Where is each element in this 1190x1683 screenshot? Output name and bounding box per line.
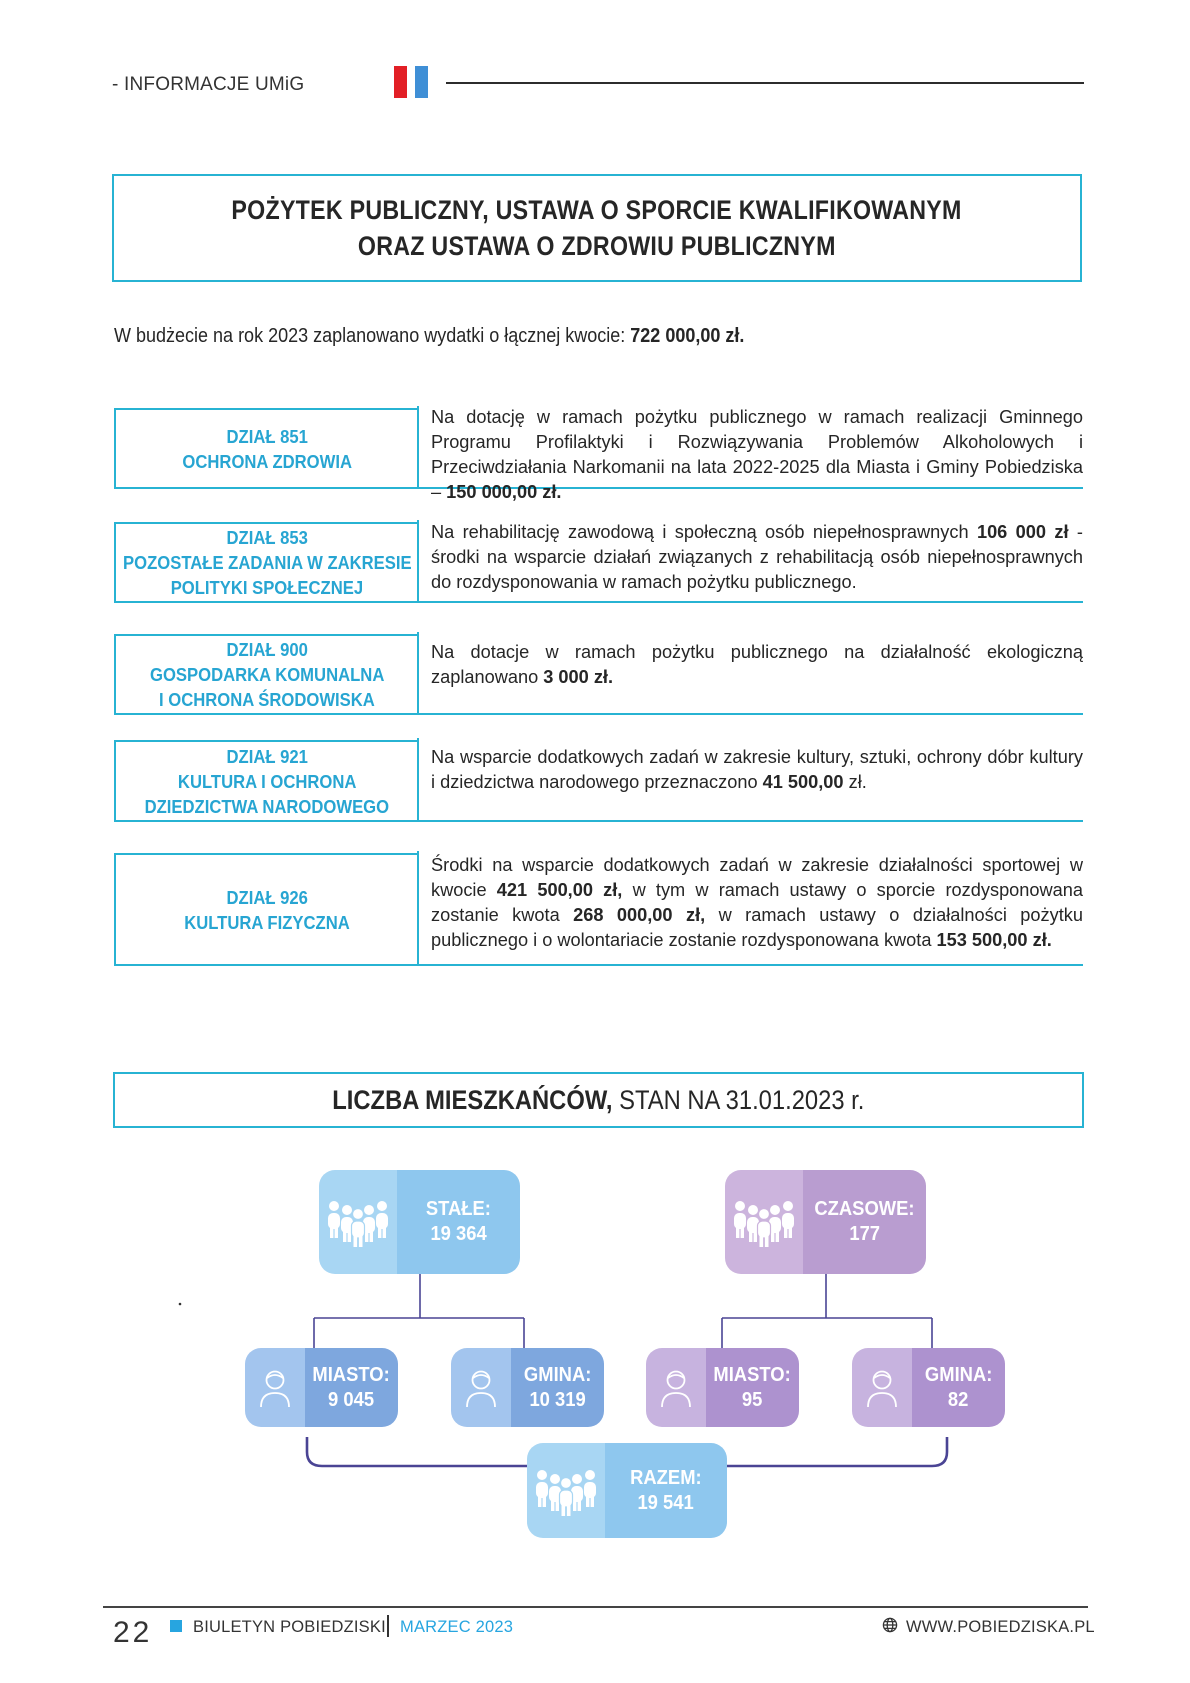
dzial-label-line: KULTURA I OCHRONA	[177, 770, 357, 792]
population-title-rest: STAN NA 31.01.2023 r.	[612, 1084, 865, 1115]
stale-gmina-label: GMINA:	[523, 1363, 592, 1386]
footer-separator	[387, 1615, 389, 1637]
dzial-text: Na wsparcie dodatkowych zadań w zakresie kultury, sztuki, ochrony dóbr kultury i dziedzictwa narodowego przeznaczono	[431, 747, 1083, 792]
czasowe-value: 177	[849, 1223, 880, 1245]
razem-box	[527, 1443, 727, 1538]
dzial-label-line: I OCHRONA ŚRODOWISKA	[159, 689, 375, 710]
dzial-label-line: DZIAŁ 926	[226, 886, 308, 908]
dzial-label-line: OCHRONA ZDROWIA	[182, 450, 352, 472]
dzial-label-line: GOSPODARKA KOMUNALNA	[149, 664, 385, 685]
population-title-bold: LICZBA MIESZKAŃCÓW,	[332, 1084, 613, 1115]
globe-icon	[882, 1617, 898, 1633]
stale-miasto-box	[245, 1348, 398, 1427]
budget-text: W budżecie na rok 2023 zaplanowano wydatki o łącznej kwocie:	[114, 325, 631, 347]
person-icon	[245, 1348, 305, 1427]
czasowe-gmina-value: 82	[948, 1388, 969, 1411]
czasowe-miasto-box	[646, 1348, 799, 1427]
footer-rule	[103, 1606, 1088, 1608]
title-line-1: POŻYTEK PUBLICZNY, USTAWA O SPORCIE KWALIFIKOWANYM	[231, 195, 963, 225]
dzial-label-line: DZIAŁ 851	[226, 425, 308, 447]
razem-value: 19 541	[637, 1491, 695, 1514]
website-link[interactable]: WWW.POBIEDZISKA.PL	[906, 1618, 1095, 1636]
title-line-2: ORAZ USTAWA O ZDROWIU PUBLICZNYM	[358, 231, 836, 261]
razem-label: RAZEM:	[630, 1466, 702, 1489]
section-label: - INFORMACJE UMiG	[112, 74, 305, 95]
czasowe-box	[725, 1170, 926, 1274]
dzial-label-line: POZOSTAŁE ZADANIA W ZAKRESIE	[122, 552, 412, 573]
dzial-label-line: DZIAŁ 900	[226, 639, 308, 660]
czasowe-miasto-value: 95	[742, 1388, 763, 1411]
dzial-text: Na dotacje w ramach pożytku publicznego na działalność ekologiczną zaplanowano	[431, 642, 1083, 687]
dzial-amount: 421 500,00 zł,	[496, 880, 623, 900]
czasowe-miasto-label: MIASTO:	[713, 1363, 792, 1386]
dzial-text: w ramach ustawy o działalności pożytku publicznego i o wolontariacie zostanie rozdysponowana kwota	[431, 905, 1083, 950]
stale-miasto-label: MIASTO:	[312, 1363, 391, 1386]
dzial-amount: 150 000,00 zł.	[446, 482, 562, 502]
dzial-text: - środki na wsparcie działań związanych z rehabilitacją osób niepełnosprawnych do rozdysponowania w ramach pożytku publicznego.	[431, 522, 1083, 592]
dzial-label-line: DZIAŁ 921	[226, 745, 308, 767]
publication-date: MARZEC 2023	[400, 1618, 514, 1636]
stale-gmina-value: 10 319	[529, 1388, 586, 1411]
dzial-amount: 106 000 zł	[976, 522, 1069, 542]
publication-name: BIULETYN POBIEDZISKI	[193, 1618, 386, 1636]
stale-miasto-value: 9 045	[328, 1388, 375, 1411]
person-icon	[852, 1348, 912, 1427]
stale-gmina-box	[451, 1348, 604, 1427]
stale-box	[319, 1170, 520, 1274]
czasowe-gmina-label: GMINA:	[924, 1363, 993, 1386]
people-group-icon	[527, 1443, 605, 1538]
person-icon	[451, 1348, 511, 1427]
dzial-text: Na rehabilitację zawodową i społeczną osób niepełnosprawnych	[431, 522, 977, 542]
person-icon	[646, 1348, 706, 1427]
dzial-amount: 3 000 zł.	[543, 667, 614, 687]
dzial-text: Na dotację w ramach pożytku publicznego w ramach realizacji Gminnego Programu Profilaktyki i Rozwiązywania Problemów Alkoholowych i Przeciwdziałania Narkomanii na lata 2022-2025 dla Miasta i Gminy Pobiedziska –	[431, 407, 1083, 502]
budget-amount: 722 000,00 zł.	[630, 325, 745, 347]
dzial-text: Środki na wsparcie dodatkowych zadań w zakresie działalności sportowej w kwocie	[431, 855, 1083, 900]
people-group-icon	[319, 1170, 397, 1274]
dzial-label-line: DZIAŁ 853	[226, 527, 308, 548]
dzial-text: w tym w ramach ustawy o sporcie rozdysponowana zostanie kwota	[431, 880, 1084, 925]
czasowe-label: CZASOWE:	[814, 1198, 915, 1220]
dzial-text: zł.	[843, 772, 867, 792]
dzial-label-line: POLITYKI SPOŁECZNEJ	[170, 577, 364, 598]
dzial-label-line: KULTURA FIZYCZNA	[184, 911, 350, 933]
people-group-icon	[725, 1170, 803, 1274]
stale-value: 19 364	[430, 1223, 487, 1245]
dzial-amount: 153 500,00 zł.	[936, 930, 1052, 950]
page-number: 22	[113, 1616, 153, 1649]
stale-label: STAŁE:	[425, 1198, 492, 1220]
czasowe-gmina-box	[852, 1348, 1005, 1427]
dzial-amount: 41 500,00	[762, 772, 844, 792]
dzial-label-line: DZIEDZICTWA NARODOWEGO	[144, 795, 390, 817]
footer-square	[170, 1620, 182, 1632]
dzial-amount: 268 000,00 zł,	[573, 905, 706, 925]
